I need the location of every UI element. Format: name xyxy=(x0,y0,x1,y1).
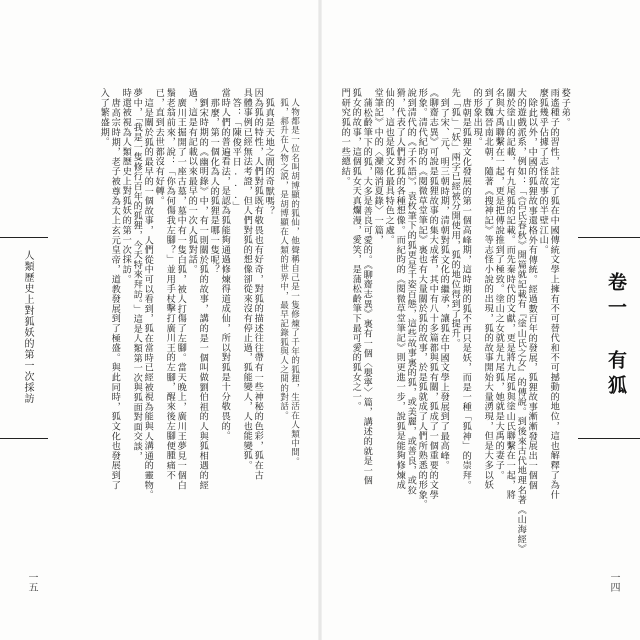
text-column: 猾，代表了人們對狐的各種想像。而紀昀的《閱微草堂筆記》則更進一步，說狐是能夠修煉成 xyxy=(394,88,406,490)
text-column: 雨遙種子的習性，註定了狐在中國傳統文學上擁有不可替代和不可撼動的地位，這也解釋了為什 xyxy=(548,88,560,500)
text-column: 名與大禹聯繫在一起，更是把傳說推到了極致。塗山之女就是九尾狐，她就是大禹的妻子。 xyxy=(493,88,505,480)
left-page-number: 一五 xyxy=(26,572,37,592)
text-column: 人物都是一位名叫胡博顯的狐仙，他聲稱自己是一隻修煉了千年的狐狸，生活在人類中間。 xyxy=(289,98,300,466)
text-column: 入了繁盛期。 xyxy=(98,88,110,147)
text-column: 狐真是天地之間的奇獸嗎？ xyxy=(263,98,275,216)
left-page-upper-rule xyxy=(0,237,48,238)
text-column: 具體事例已經無法考證，但人們對狐的想像卻從來沒有停止過，狐能變人，人也能變狐。 xyxy=(241,88,253,471)
text-column: 這是關於狐的最早的一個故事，人們從中可以看到，狐在當時已經被視為能與人溝通的靈物。 xyxy=(142,98,154,500)
text-column: 說到清代的《子不語》，袁枚筆下的狐更是千姿百態，這些故事裏的狐，或美麗，或善良，或狡 xyxy=(405,88,417,495)
text-column: 廣川王掘開了一座古墓，墓中有一隻白狐，被人打傷了左腳。當天晚上，廣川王夢見一個白 xyxy=(175,98,187,490)
text-column: 鬚老翁前來，說：「你為何傷我左腳？」並用手杖擊打廣川王的左腳，醒來後左腳便腫痛不 xyxy=(164,88,176,480)
right-page-lower-rule xyxy=(578,438,640,439)
text-column: 狐女的故事，這個狐女天真爛漫，愛笑，是蒲松齡筆下最可愛的狐女之一。 xyxy=(350,88,362,412)
right-page-upper-rule xyxy=(578,237,640,238)
text-column: 《聊齋志異》可說是狐狸故事的集大成者，其中有八十多篇都與狐有關，狐成了一個重要的文學 xyxy=(427,88,439,500)
text-column: 仙的，這也是狐文化最具特色之處。 xyxy=(383,88,395,245)
text-column: 那麼，第一個化為人的狐狸是哪一隻呢？ xyxy=(208,98,220,275)
text-column: 已，直到去世都沒有好轉。 xyxy=(153,88,165,206)
text-column: 時還被視為人類歷史上對狐妖的第一次採訪。 xyxy=(120,88,132,284)
text-column: 的形象出現。 xyxy=(471,88,483,147)
text-column: 唐朝是狐狸文化發展的第一個高峰期，這時期的狐不再只是妖，而是一種「狐神」的崇拜。 xyxy=(460,98,472,490)
text-column: 唐高宗時期，老子被尊為太上玄元皇帝，道教發展到了極盛。與此同時，狐文化也發展到了 xyxy=(109,98,121,490)
chapter-title: 卷一 有狐 xyxy=(605,272,627,400)
text-column: 大的遊戲派系，例如：「《呂氏春秋》開篇就記載有『塗山氏之女』的傳說。到後來古代地理名著《山海經》 xyxy=(515,88,527,554)
running-head: 人類歷史上對狐妖的第一次採訪 xyxy=(22,250,33,404)
text-column: 形象。清代紀昀的《閱微草堂筆記》裏也有大量關於狐的故事，於是狐就成了人們所熟悉的形象。 xyxy=(416,88,428,510)
text-column: 門研究狐的一些總結。 xyxy=(339,88,351,186)
text-column: 婺子弟。 xyxy=(559,88,571,128)
text-column: 堂筆記》中的〈灤陽消夏錄〉一篇， xyxy=(372,88,384,245)
text-column: 麼狐幾乎佔據了志怪故事的半壁江山。 xyxy=(537,88,549,255)
text-column: 過，這是有記載以來最早的一次人狐對話。 xyxy=(186,88,198,275)
text-column: 到了宋、元、明三朝時期，清朝對狐文化的繼承，讓狐在中國文學上發展到了最高峰。 xyxy=(438,98,450,471)
text-column: 除此以外，中國的狐狸故事還格外有傳統。經過數百年的發展，狐狸故事漸漸發展出一個個 xyxy=(526,98,538,490)
text-column: 答：「陳俊平日...」 xyxy=(230,98,242,212)
text-column: 夢中，「我是一隻修行百年的狐狸，今天特來拜訪。」這是人類第一次與狐面對面交談， xyxy=(131,88,143,461)
right-page-number: 一四 xyxy=(608,572,619,592)
text-column: 到了魏晉南北朝，隨著《搜神記》等志怪小說的出現，狐的故事開始大量湧現，但是大多以妖 xyxy=(482,88,494,490)
text-column: 先「狐」「妖」兩字已經被分開使用，狐的地位得到了提升。 xyxy=(449,88,461,348)
text-column: 劉宋時期的《幽明錄》中，有一則關於狐的故事，講的是一個叫做劉伯祖的人與狐相遇的經 xyxy=(197,98,209,490)
text-column: 關於塗山的記載，有九尾狐的記載。而先秦時代的文獻，更是將九尾狐與塗山氏聯繫在一起，將 xyxy=(504,88,516,500)
text-column: 狐，郝升在人物之説，是胡博顯在人類的世界中，最早記錄狐與人之間的對話。 xyxy=(278,98,289,420)
text-column: 蒲松齡筆下的狐，大多是善良可愛的。《聊齋志異》裏有一個〈嬰寧〉篇，講述的就是一個 xyxy=(361,98,373,486)
left-page-lower-rule xyxy=(0,438,48,439)
text-column: 因為狐的特性，人們對狐既有敬畏也有好奇，對狐的描述往往帶有一些神秘的色彩，狐在古 xyxy=(252,88,264,480)
text-column: 當時人們的普遍看法，是認為狐能夠通過修煉得道成仙，所以對狐是十分敬畏的。 xyxy=(219,88,231,441)
right-page xyxy=(320,0,640,640)
